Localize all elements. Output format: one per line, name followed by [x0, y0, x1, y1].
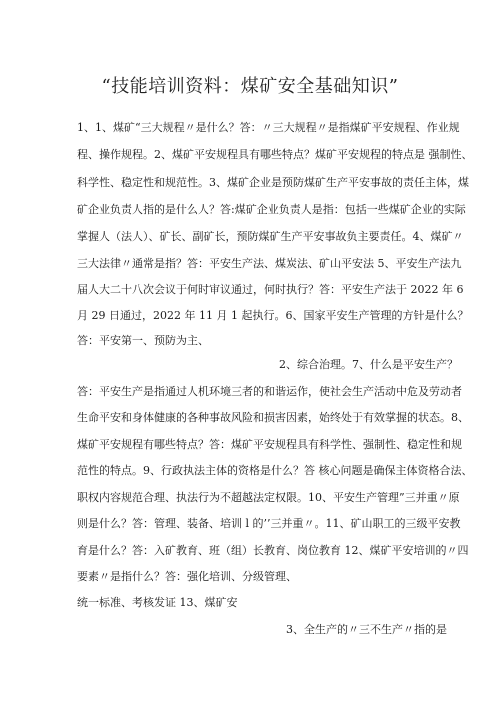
body-line: 矿企业负责人指的是什么人？答:煤矿企业负责人是指：包括一些煤矿企业的实际: [77, 203, 466, 216]
body-line: 育是什么？答：入矿教育、班（组）长教育、岗位教育 12、煤矿平安培训的〃四: [77, 544, 469, 557]
body-line: 三大法律〃通常是指？答：平安生产法、煤炭法、矿山平安法 5、平安生产法九: [77, 257, 462, 270]
body-line: 1、1、煤矿“三大规程〃是什么？答：〃三大规程〃是指煤矿平安规程、作业规: [77, 121, 460, 134]
body-line: 程、操作规程。2、煤矿平安规程具有哪些特点？煤矿平安规程的特点是 强制性、: [77, 148, 473, 161]
body-line: 科学性、稳定性和规范性。3、煤矿企业是预防煤矿生产平安事故的责任主体，煤: [77, 176, 469, 189]
body-line: 月 29 日通过，2022 年 11 月 1 起执行。6、国家平安生产管理的方针是什么？: [77, 309, 469, 322]
body-line: 3、全生产的〃三不生产〃指的是: [286, 623, 447, 636]
body-line: 生命平安和身体健康的各种事故风险和损害因素，始终处于有效掌握的状态。8、: [77, 411, 469, 424]
document-title: “技能培训资料：煤矿安全基础知识”: [101, 76, 399, 97]
body-line: 范性的特点。9、行政执法主体的资格是什么？答 核心问题是确保主体资格合法、: [77, 464, 473, 477]
body-line: 煤矿平安规程有哪些特点？答：煤矿平安规程具有科学性、强制性、稳定性和规: [77, 438, 462, 451]
body-line: 职权内容规范合理、执法行为不超越法定权限。10、平安生产管理”三并重〃原: [77, 491, 460, 504]
body-line: 统一标准、考核发证 13、煤矿安: [77, 596, 238, 609]
body-line: 届人大二十八次会议于何时审议通过，何时执行？答：平安生产法于 2022 年 6: [77, 283, 464, 296]
body-line: 掌握人（法人）、矿长、副矿长，预防煤矿生产平安事故负主要责任。4、煤矿〃: [77, 230, 464, 243]
body-line: 2、综合治理。7、什么是平安生产？: [279, 358, 458, 371]
body-line: 则是什么？答：管理、装备、培训 l 的’’三并重〃。11、矿山职工的三级平安教: [77, 517, 461, 530]
body-line: 答：平安第一、预防为主、: [77, 334, 209, 347]
body-line: 要素〃是指什么？答：强化培训、分级管理、: [77, 570, 297, 583]
body-line: 答：平安生产是指通过人机环境三者的和谐运作，使社会生产活动中危及劳动者: [77, 385, 462, 398]
